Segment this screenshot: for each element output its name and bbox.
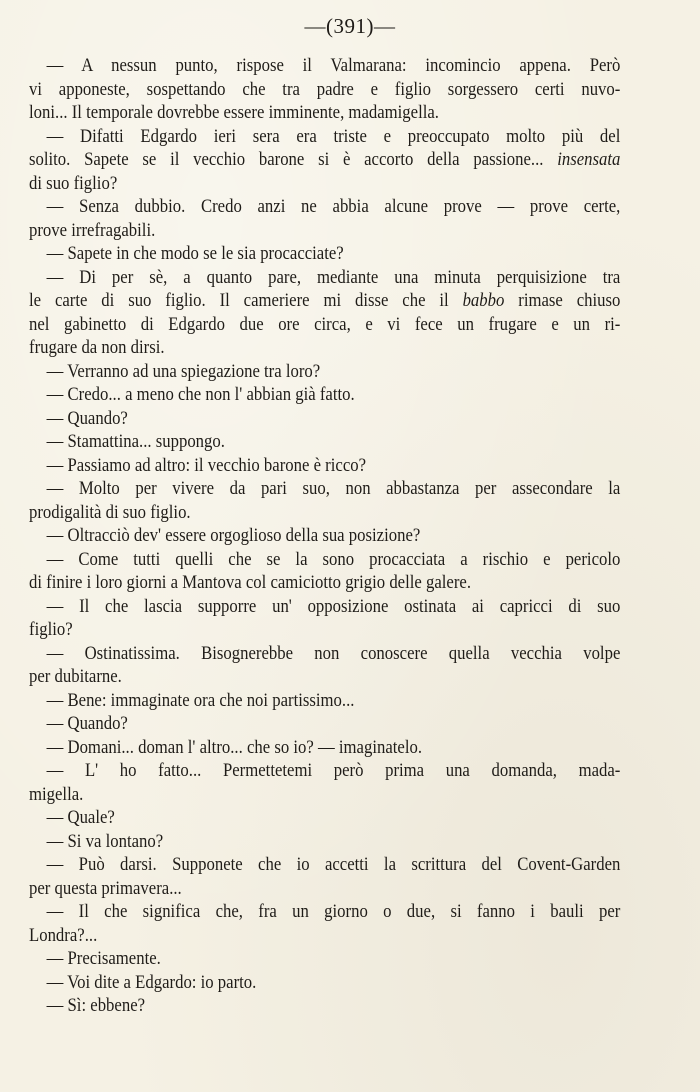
text-line: — Bene: immaginate ora che noi partissimo... (46, 689, 355, 711)
text-line: vi apponeste, sospettando che tra padre e figlio sorgessero certi nuvo- (29, 78, 621, 100)
text-line: — A nessun punto, rispose il Valmarana: incomincio appena. Però (46, 55, 621, 76)
text-line: — Oltracciò dev' essere orgoglioso della sua posizione? (46, 525, 421, 546)
text-line: — Ostinatissima. Bisognerebbe non conoscere quella vecchia volpe (46, 642, 621, 664)
text-line: loni... Il temporale dovrebbe essere imminente, madamigella. (29, 102, 439, 123)
text-line: — Di per sè, a quanto pare, mediante una minuta perquisizione tra (46, 266, 621, 288)
text-line: di suo figlio? (29, 172, 118, 194)
text-line: — Domani... doman l' altro... che so io? — imaginatelo. (46, 736, 423, 758)
text-line: — Si va lontano? (46, 830, 164, 852)
text-line: frugare da non dirsi. (29, 337, 165, 358)
text-line: — Quale? (46, 807, 115, 828)
text-line: prove irrefragabili. (29, 219, 156, 241)
page-number: —(391)— (304, 14, 396, 38)
text-line: — Quando? (46, 407, 128, 429)
text-line: — Stamattina... suppongo. (46, 431, 225, 452)
text-line: — Voi dite a Edgardo: io parto. (46, 971, 257, 993)
text-line: — Passiamo ad altro: il vecchio barone è ricco? (46, 454, 367, 476)
text-line: — Verranno ad una spiegazione tra loro? (46, 360, 321, 382)
text-line: per questa primavera... (29, 877, 182, 899)
text-line: — Il che significa che, fra un giorno o due, si fanno i bauli per (46, 901, 621, 922)
text-line: — Difatti Edgardo ieri sera era triste e preoccupato molto più del (46, 125, 621, 147)
text-line: — Molto per vivere da pari suo, non abbastanza per assecondare la (46, 478, 621, 499)
text-line: migella. (29, 783, 84, 805)
text-line: — Sì: ebbene? (46, 995, 146, 1016)
text-line: per dubitarne. (29, 666, 122, 687)
text-line: di finire i loro giorni a Mantova col camiciotto grigio delle galere. (29, 572, 472, 593)
text-line: prodigalità di suo figlio. (29, 501, 191, 523)
text-line: — Il che lascia supporre un' opposizione ostinata ai capricci di suo (46, 595, 621, 617)
text-line: solito. Sapete se il vecchio barone si è accorto della passione... insensata (29, 149, 621, 170)
text-line: — Senza dubbio. Credo anzi ne abbia alcune prove — prove certe, (46, 196, 621, 217)
text-line: Londra?... (29, 924, 98, 946)
text-line: nel gabinetto di Edgardo due ore circa, e vi fece un frugare e un ri- (29, 313, 621, 335)
text-line: — Precisamente. (46, 948, 161, 969)
text-line: — Come tutti quelli che se la sono procacciata a rischio e pericolo (46, 548, 621, 570)
page-text (29, 54, 620, 1018)
text-line: — Credo... a meno che non l' abbian già fatto. (46, 384, 355, 405)
text-line: — Quando? (46, 713, 128, 734)
text-line: — Può darsi. Supponete che io accetti la scrittura del Covent-Garden (46, 854, 621, 875)
text-line: figlio? (29, 619, 73, 640)
text-line: — L' ho fatto... Permettetemi però prima una domanda, mada- (46, 760, 621, 781)
text-line: — Sapete in che modo se le sia procacciate? (46, 243, 344, 264)
text-line: le carte di suo figlio. Il cameriere mi disse che il babbo rimase chiuso (29, 290, 621, 311)
